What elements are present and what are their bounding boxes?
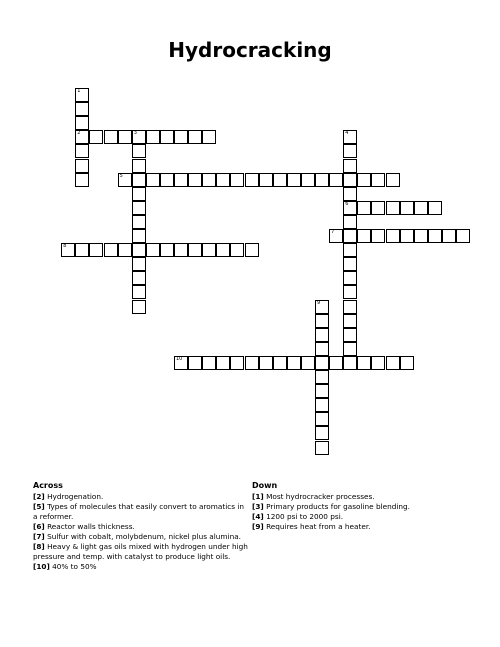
puzzle-title: Hydrocracking [168, 38, 332, 62]
clue-number: 6 [345, 200, 349, 207]
grid-cell[interactable] [104, 243, 118, 257]
grid-cell[interactable] [343, 300, 357, 314]
grid-cell[interactable] [357, 201, 371, 215]
grid-cell[interactable] [315, 342, 329, 356]
grid-cell[interactable] [202, 356, 216, 370]
grid-cell[interactable] [343, 159, 357, 173]
grid-cell[interactable] [132, 300, 146, 314]
grid-cell[interactable] [315, 370, 329, 384]
grid-cell[interactable] [75, 130, 89, 144]
across-clue-list [33, 492, 248, 572]
across-clue [33, 542, 248, 562]
grid-cell[interactable] [343, 314, 357, 328]
clue-text: Most hydrocracker processes. [263, 492, 375, 501]
grid-cell[interactable] [230, 173, 244, 187]
grid-cell[interactable] [132, 187, 146, 201]
grid-cell[interactable] [442, 229, 456, 243]
grid-cell[interactable] [343, 144, 357, 158]
grid-cell[interactable] [456, 229, 470, 243]
grid-cell[interactable] [400, 201, 414, 215]
grid-cell[interactable] [343, 342, 357, 356]
grid-cell[interactable] [132, 173, 146, 187]
grid-cell[interactable] [329, 356, 343, 370]
across-clue [33, 492, 248, 502]
clue-text: 1200 psi to 2000 psi. [263, 512, 344, 521]
grid-cell[interactable] [202, 173, 216, 187]
grid-cell[interactable] [202, 130, 216, 144]
grid-cell[interactable] [61, 243, 75, 257]
grid-cell[interactable] [188, 243, 202, 257]
grid-cell[interactable] [287, 356, 301, 370]
grid-cell[interactable] [75, 243, 89, 257]
clue-number: 7 [331, 229, 335, 235]
grid-cell[interactable] [400, 229, 414, 243]
clue-text: Requires heat from a heater. [263, 522, 371, 531]
clue-number: 1 [77, 88, 81, 94]
clue-number: [4] [252, 512, 264, 521]
grid-cell[interactable] [315, 384, 329, 398]
grid-cell[interactable] [174, 356, 188, 370]
down-clue [252, 502, 467, 512]
grid-cell[interactable] [329, 229, 343, 243]
grid-cell[interactable] [315, 412, 329, 426]
grid-cell[interactable] [89, 243, 103, 257]
clue-number: 2 [77, 130, 81, 137]
grid-cell[interactable] [273, 356, 287, 370]
clue-number: 5 [119, 172, 123, 179]
clue-text: Sulfur with cobalt, molybdenum, nickel plus alumina. [44, 532, 241, 541]
grid-cell[interactable] [259, 356, 273, 370]
clue-number: [6] [33, 522, 45, 531]
grid-cell[interactable] [357, 229, 371, 243]
down-clue [252, 492, 467, 502]
grid-cell[interactable] [174, 243, 188, 257]
clue-text: 40% to 50% [49, 562, 97, 571]
grid-cell[interactable] [343, 257, 357, 271]
grid-cell[interactable] [414, 229, 428, 243]
grid-cell[interactable] [89, 130, 103, 144]
grid-cell[interactable] [245, 173, 259, 187]
grid-cell[interactable] [245, 243, 259, 257]
grid-cell[interactable] [371, 229, 385, 243]
grid-cell[interactable] [343, 173, 357, 187]
grid-cell[interactable] [118, 243, 132, 257]
grid-cell[interactable] [132, 144, 146, 158]
down-clue [252, 512, 467, 522]
grid-cell[interactable] [287, 173, 301, 187]
grid-cell[interactable] [245, 356, 259, 370]
grid-cell[interactable] [132, 130, 146, 144]
grid-cell[interactable] [343, 243, 357, 257]
clue-number: [1] [252, 492, 264, 501]
grid-cell[interactable] [273, 173, 287, 187]
grid-cell[interactable] [132, 201, 146, 215]
clue-number: [3] [252, 502, 264, 511]
clue-number: [7] [33, 532, 45, 541]
grid-cell[interactable] [118, 130, 132, 144]
grid-cell[interactable] [343, 187, 357, 201]
grid-cell[interactable] [343, 271, 357, 285]
grid-cell[interactable] [301, 356, 315, 370]
grid-cell[interactable] [75, 159, 89, 173]
clue-text: Hydrogenation. [44, 492, 104, 501]
grid-cell[interactable] [75, 88, 89, 102]
grid-cell[interactable] [386, 356, 400, 370]
clue-text: Primary products for gasoline blending. [263, 502, 410, 511]
grid-cell[interactable] [315, 356, 329, 370]
grid-cell[interactable] [315, 426, 329, 440]
clue-text: Reactor walls thickness. [44, 522, 135, 531]
grid-cell[interactable] [202, 243, 216, 257]
grid-cell[interactable] [160, 243, 174, 257]
grid-cell[interactable] [174, 130, 188, 144]
grid-cell[interactable] [386, 201, 400, 215]
grid-cell[interactable] [414, 201, 428, 215]
grid-cell[interactable] [132, 257, 146, 271]
grid-cell[interactable] [132, 229, 146, 243]
clue-number: 8 [63, 243, 67, 250]
clue-number: 10 [176, 355, 183, 362]
grid-cell[interactable] [371, 356, 385, 370]
grid-cell[interactable] [230, 243, 244, 257]
grid-cell[interactable] [315, 398, 329, 412]
grid-cell[interactable] [104, 130, 118, 144]
clue-number: [10] [33, 562, 50, 571]
grid-cell[interactable] [188, 356, 202, 370]
grid-cell[interactable] [343, 215, 357, 229]
across-clue [33, 502, 248, 522]
grid-cell[interactable] [315, 300, 329, 314]
down-heading: Down [252, 481, 278, 490]
across-clue [33, 522, 248, 532]
clue-number: [2] [33, 492, 45, 501]
grid-cell[interactable] [343, 130, 357, 144]
grid-cell[interactable] [259, 173, 273, 187]
grid-cell[interactable] [188, 173, 202, 187]
grid-cell[interactable] [132, 159, 146, 173]
grid-cell[interactable] [428, 229, 442, 243]
grid-cell[interactable] [301, 173, 315, 187]
down-clue-list [252, 492, 467, 532]
grid-cell[interactable] [315, 173, 329, 187]
grid-cell[interactable] [75, 116, 89, 130]
grid-cell[interactable] [357, 356, 371, 370]
grid-cell[interactable] [230, 356, 244, 370]
grid-cell[interactable] [343, 229, 357, 243]
grid-cell[interactable] [146, 243, 160, 257]
grid-cell[interactable] [315, 328, 329, 342]
grid-cell[interactable] [428, 201, 442, 215]
grid-cell[interactable] [343, 285, 357, 299]
across-heading: Across [33, 481, 63, 490]
grid-cell[interactable] [118, 173, 132, 187]
clue-number: [9] [252, 522, 264, 531]
grid-cell[interactable] [132, 285, 146, 299]
across-clue [33, 562, 248, 572]
clue-number: 3 [133, 130, 137, 137]
grid-cell[interactable] [216, 173, 230, 187]
grid-cell[interactable] [343, 328, 357, 342]
grid-cell[interactable] [400, 356, 414, 370]
grid-cell[interactable] [371, 201, 385, 215]
grid-cell[interactable] [160, 130, 174, 144]
clue-text: Types of molecules that easily convert to aromatics in a reformer. [33, 502, 245, 521]
grid-cell[interactable] [160, 173, 174, 187]
grid-cell[interactable] [75, 102, 89, 116]
grid-cell[interactable] [329, 173, 343, 187]
grid-cell[interactable] [386, 173, 400, 187]
grid-cell[interactable] [386, 229, 400, 243]
grid-cell[interactable] [315, 441, 329, 455]
grid-cell[interactable] [75, 173, 89, 187]
clue-number: 4 [345, 130, 349, 137]
grid-cell[interactable] [132, 243, 146, 257]
grid-cell[interactable] [315, 314, 329, 328]
grid-cell[interactable] [371, 173, 385, 187]
down-clue [252, 522, 467, 532]
grid-cell[interactable] [75, 144, 89, 158]
grid-cell[interactable] [174, 173, 188, 187]
grid-cell[interactable] [146, 173, 160, 187]
grid-cell[interactable] [357, 173, 371, 187]
grid-cell[interactable] [216, 356, 230, 370]
grid-cell[interactable] [343, 201, 357, 215]
grid-cell[interactable] [132, 215, 146, 229]
clue-text: Heavy & light gas oils mixed with hydrogen under high pressure and temp. with catalyst to produce light oils. [33, 542, 248, 561]
grid-cell[interactable] [343, 356, 357, 370]
grid-cell[interactable] [216, 243, 230, 257]
clue-number: [8] [33, 542, 45, 551]
grid-cell[interactable] [132, 271, 146, 285]
clue-number: 9 [317, 299, 321, 306]
clue-number: [5] [33, 502, 45, 511]
across-clue [33, 532, 248, 542]
grid-cell[interactable] [188, 130, 202, 144]
grid-cell[interactable] [146, 130, 160, 144]
